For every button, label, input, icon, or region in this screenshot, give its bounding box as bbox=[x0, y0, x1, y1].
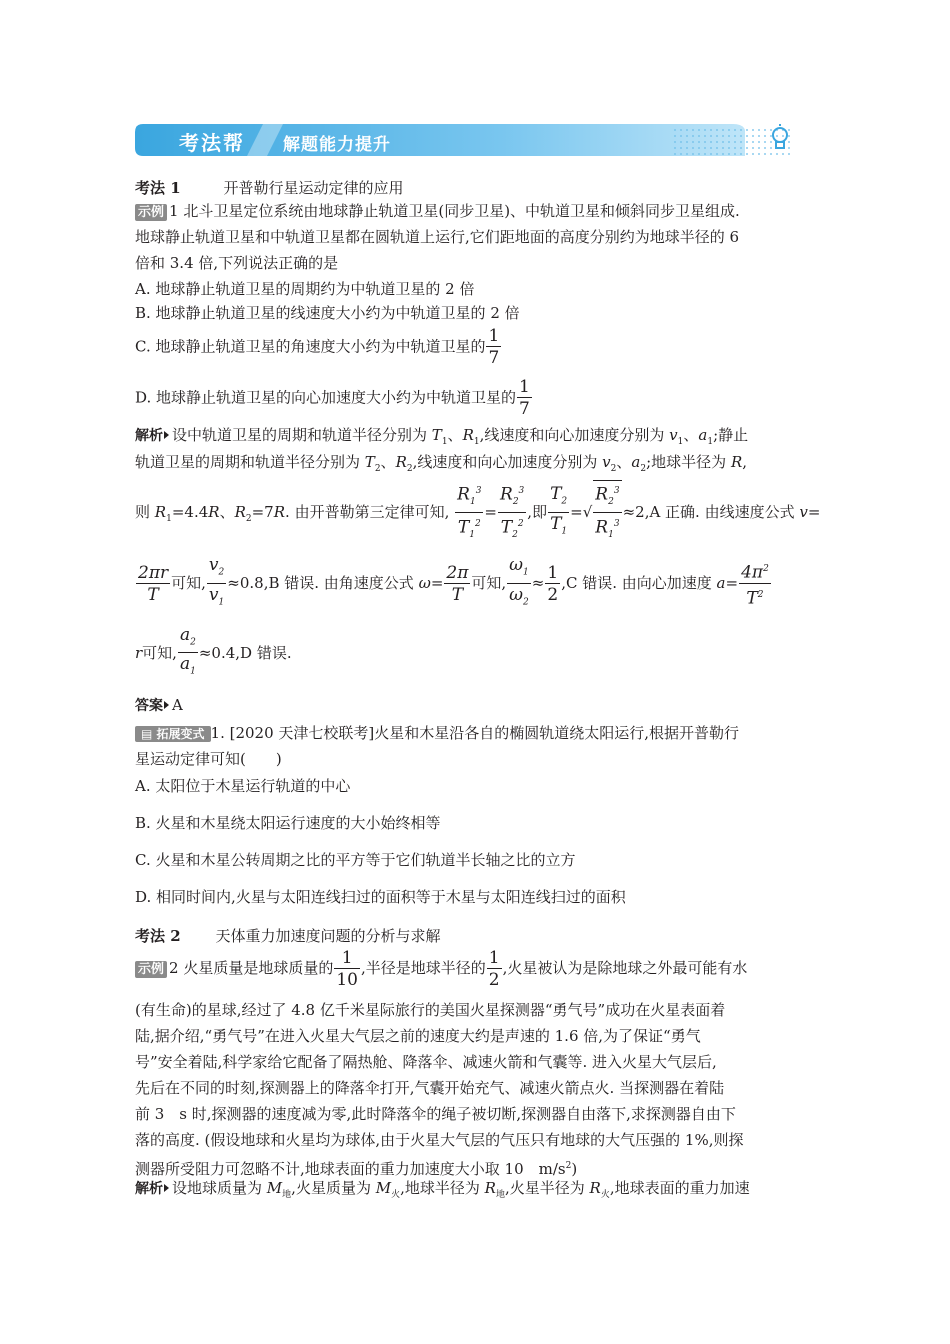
option-b: B. 地球静止轨道卫星的线速度大小约为中轨道卫星的 2 倍 bbox=[135, 304, 520, 322]
variant-option-c: C. 火星和木星公转周期之比的平方等于它们轨道半长轴之比的立方 bbox=[135, 851, 576, 869]
option-d bbox=[135, 377, 533, 420]
example-1-line-1 bbox=[135, 200, 740, 222]
solution-1-line-2: 轨道卫星的周期和轨道半径分别为 $T_2$、$R_2$,线速度和向心加速度分别为 $v_2$、$a_2$;地球半径为 R, bbox=[135, 453, 748, 474]
fraction-one-seventh: $\frac{1}{7}$ bbox=[519, 377, 530, 419]
triangle-icon bbox=[164, 701, 169, 709]
example-2-line-6: 前 3 s 时,探测器的速度减为零,此时降落伞的绳子被切断,探测器自由落下,求探测器自由下 bbox=[135, 1105, 736, 1123]
lightbulb-icon bbox=[769, 124, 791, 158]
example-2-line-5: 先后在不同的时刻,探测器上的降落伞打开,气囊开始充气、减速火箭点火. 当探测器在着陆 bbox=[135, 1079, 725, 1097]
section-label: 考法 1 bbox=[135, 179, 181, 197]
answer-label: 答案 bbox=[135, 698, 163, 714]
example-1-line-2: 地球静止轨道卫星和中轨道卫星都在圆轨道上运行,它们距地面的高度分别约为地球半径的 6 bbox=[135, 228, 740, 246]
option-c-text: C. 地球静止轨道卫星的角速度大小约为中轨道卫星的 bbox=[135, 337, 486, 356]
example-tag: 示例 bbox=[135, 204, 167, 221]
velocity-ratio: $\frac{v_2}{v_1}$ bbox=[208, 555, 225, 607]
example-number: 2 bbox=[169, 959, 179, 977]
fraction-one-half: $\frac{1}{2}$ bbox=[488, 947, 500, 990]
solution-2-line-1: 解析 设地球质量为 $M_地$,火星质量为 $M_火$,地球半径为 $R_地$,火星半径为 $R_火$,地球表面的重力加速 bbox=[135, 1179, 750, 1200]
example-2-line-4: 号”安全着陆,科学家给它配备了隔热舱、降落伞、减速火箭和气囊等. 进入火星大气层后, bbox=[135, 1053, 717, 1071]
angular-formula: $\frac{2\pi}{T}$ bbox=[446, 562, 469, 605]
radius-ratio: $\frac{R_2^3}{R_1^3}$ bbox=[593, 480, 621, 546]
velocity-formula: $\frac{2\pi r}{T}$ bbox=[138, 562, 169, 605]
answer-1 bbox=[135, 694, 183, 717]
variant-icon: ▤ bbox=[141, 727, 157, 741]
solution-label: 解析 bbox=[135, 428, 163, 444]
banner-title-secondary: 解题能力提升 bbox=[283, 135, 391, 155]
solution-1-line-5: r可知, $\frac{a_2}{a_1}$ ≈0.4,D 错误. bbox=[135, 625, 292, 683]
variant-line-2: 星运动定律可知( ) bbox=[135, 750, 282, 768]
triangle-icon bbox=[164, 1184, 169, 1192]
banner-title-primary: 考法帮 bbox=[179, 131, 245, 155]
option-d-text: D. 地球静止轨道卫星的向心加速度大小约为中轨道卫星的 bbox=[135, 388, 517, 407]
variant-tag: ▤ 拓展变式 bbox=[135, 726, 211, 742]
example-2-line-1: 示例 2 火星质量是地球质量的 $\frac{1}{10}$ ,半径是地球半径的 $\frac{1}{2}$ ,火星被认为是除地球之外最可能有水 bbox=[135, 945, 747, 991]
section-heading-1 bbox=[135, 177, 403, 199]
triangle-icon bbox=[164, 431, 169, 439]
variant-option-a: A. 太阳位于木星运行轨道的中心 bbox=[135, 777, 351, 795]
section-title: 开普勒行星运动定律的应用 bbox=[223, 179, 404, 197]
solution-1-line-1: 解析 设中轨道卫星的周期和轨道半径分别为 $T_1$、$R_1$,线速度和向心加速度分别为 $v_1$、$a_1$;静止 bbox=[135, 426, 749, 447]
angular-ratio: $\frac{\omega_1}{\omega_2}$ bbox=[509, 555, 529, 607]
section-label: 考法 2 bbox=[135, 927, 181, 945]
solution-label: 解析 bbox=[135, 1181, 163, 1197]
answer-value: A bbox=[172, 696, 183, 714]
variant-option-b: B. 火星和木星绕太阳运行速度的大小始终相等 bbox=[135, 814, 441, 832]
question-text: 北斗卫星定位系统由地球静止轨道卫星(同步卫星)、中轨道卫星和倾斜同步卫星组成. bbox=[183, 202, 740, 220]
acceleration-ratio: $\frac{a_2}{a_1}$ bbox=[179, 625, 196, 677]
fraction-one-tenth: $\frac{1}{10}$ bbox=[336, 947, 358, 990]
kepler-fraction-2: $\frac{R_2^3}{T_2^2}$ bbox=[498, 481, 526, 546]
option-a: A. 地球静止轨道卫星的周期约为中轨道卫星的 2 倍 bbox=[135, 280, 475, 298]
section-title: 天体重力加速度问题的分析与求解 bbox=[215, 927, 441, 945]
period-ratio: $\frac{T_2}{T_1}$ bbox=[550, 484, 568, 536]
variant-question: 1. [2020 天津七校联考]火星和木星沿各自的椭圆轨道绕太阳运行,根据开普勒行 bbox=[210, 724, 740, 742]
solution-1-line-4: $\frac{2\pi r}{T}$ 可知, $\frac{v_2}{v_1}$ ≈0.8,B 错误. 由角速度公式 ω= $\frac{2\pi}{T}$ 可知, $\frac{\omega_1}{\omega_2}$ ≈ $\frac{1}{2}$ ,C 错误. 由向心加速度 a= $\frac{4\pi^2}{T^2}$ bbox=[135, 555, 772, 613]
example-2-line-7: 落的高度. (假设地球和火星均为球体,由于火星大气层的气压只有地球的大气压强的 1%,则探 bbox=[135, 1131, 744, 1149]
example-1-line-3: 倍和 3.4 倍,下列说法正确的是 bbox=[135, 254, 339, 272]
variant-option-d: D. 相同时间内,火星与太阳连线扫过的面积等于木星与太阳连线扫过的面积 bbox=[135, 888, 626, 906]
example-number: 1 bbox=[169, 202, 179, 220]
section-banner bbox=[133, 122, 818, 158]
kepler-fraction-1: $\frac{R_1^3}{T_1^2}$ bbox=[455, 481, 483, 546]
solution-1-line-3: 则 $R_1=4.4R$、$R_2=7R$. 由开普勒第三定律可知, $\frac{R_1^3}{T_1^2}$ = $\frac{R_2^3}{T_2^2}$ ,即 $\frac{T_2}{T_1}$ =√ $\frac{R_2^3}{R_1^3}$ ≈2,A 正确. 由线速度公式 v= bbox=[135, 480, 820, 547]
fraction-one-seventh: $\frac{1}{7}$ bbox=[488, 326, 500, 368]
centripetal-formula: $\frac{4\pi^2}{T^2}$ bbox=[739, 559, 771, 609]
example-2-line-3: 陆,据介绍,“勇气号”在进入火星大气层之前的速度大约是声速的 1.6 倍,为了保证“勇气 bbox=[135, 1027, 701, 1045]
one-half: $\frac{1}{2}$ bbox=[547, 562, 559, 605]
example-2-line-2: (有生命)的星球,经过了 4.8 亿千米星际旅行的美国火星探测器“勇气号”成功在火星表面着 bbox=[135, 1001, 726, 1019]
example-2-line-8: 测器所受阻力可忽略不计,地球表面的重力加速度大小取 10 $m/s^2$) bbox=[135, 1160, 578, 1178]
example-tag: 示例 bbox=[135, 961, 167, 978]
section-heading-2 bbox=[135, 925, 440, 947]
option-c bbox=[135, 326, 502, 369]
variant-line-1 bbox=[135, 722, 739, 744]
